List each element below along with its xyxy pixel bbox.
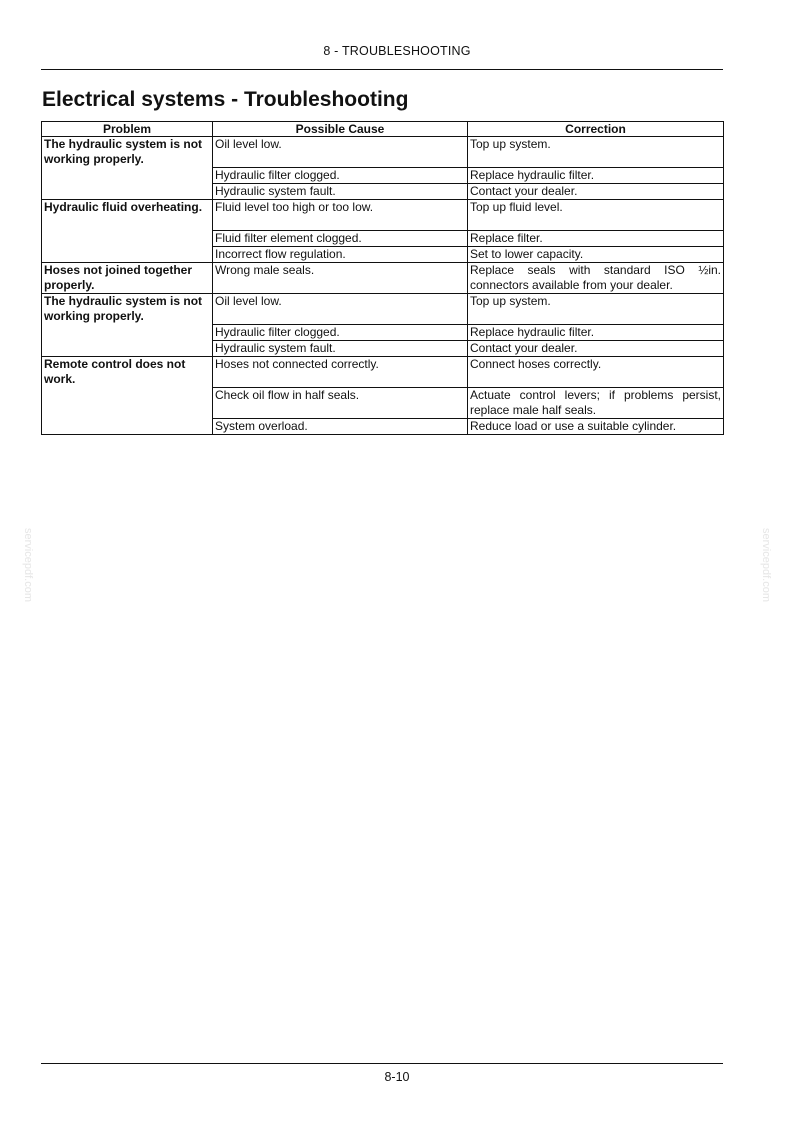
correction-cell: Top up fluid level. <box>468 200 724 231</box>
table-row <box>42 357 724 388</box>
cause-cell: Hydraulic filter clogged. <box>213 168 468 184</box>
table-row <box>42 294 724 325</box>
correction-cell: Replace hydraulic filter. <box>468 325 724 341</box>
watermark-right: servicepdf.com <box>760 528 772 602</box>
cause-cell: Hydraulic system fault. <box>213 341 468 357</box>
column-header-cause: Possible Cause <box>213 122 468 137</box>
cause-cell: Fluid filter element clogged. <box>213 231 468 247</box>
correction-cell: Replace hydraulic filter. <box>468 168 724 184</box>
correction-cell: Actuate control levers; if problems persist, replace male half seals. <box>468 388 724 419</box>
cause-cell: Oil level low. <box>213 294 468 325</box>
problem-cell: The hydraulic system is not working properly. <box>42 294 213 357</box>
column-header-correction: Correction <box>468 122 724 137</box>
section-title: 8 - TROUBLESHOOTING <box>323 44 471 58</box>
table-row <box>42 263 724 294</box>
cause-cell: Incorrect flow regulation. <box>213 247 468 263</box>
cause-cell: Wrong male seals. <box>213 263 468 294</box>
cause-cell: Hoses not connected correctly. <box>213 357 468 388</box>
cause-cell: Hydraulic system fault. <box>213 184 468 200</box>
footer-divider <box>41 1063 723 1064</box>
correction-cell: Reduce load or use a suitable cylinder. <box>468 419 724 435</box>
cause-cell: Fluid level too high or too low. <box>213 200 468 231</box>
problem-cell: Remote control does not work. <box>42 357 213 435</box>
header-divider <box>41 69 723 70</box>
column-header-problem: Problem <box>42 122 213 137</box>
problem-cell: The hydraulic system is not working properly. <box>42 137 213 200</box>
correction-cell: Connect hoses correctly. <box>468 357 724 388</box>
correction-cell: Top up system. <box>468 294 724 325</box>
cause-cell: System overload. <box>213 419 468 435</box>
page-title: Electrical systems - Troubleshooting <box>42 88 409 111</box>
problem-cell: Hydraulic fluid overheating. <box>42 200 213 263</box>
correction-cell: Replace filter. <box>468 231 724 247</box>
correction-cell: Replace seals with standard ISO ½in. connectors available from your dealer. <box>468 263 724 294</box>
page-number: 8-10 <box>384 1070 410 1084</box>
table-header-row <box>42 122 724 137</box>
cause-cell: Check oil flow in half seals. <box>213 388 468 419</box>
correction-cell: Set to lower capacity. <box>468 247 724 263</box>
correction-cell: Contact your dealer. <box>468 184 724 200</box>
table-row <box>42 137 724 168</box>
troubleshooting-table <box>41 121 724 435</box>
correction-cell: Top up system. <box>468 137 724 168</box>
cause-cell: Oil level low. <box>213 137 468 168</box>
watermark-left: servicepdf.com <box>22 528 34 602</box>
correction-cell: Contact your dealer. <box>468 341 724 357</box>
problem-cell: Hoses not joined together properly. <box>42 263 213 294</box>
table-row <box>42 200 724 231</box>
cause-cell: Hydraulic filter clogged. <box>213 325 468 341</box>
